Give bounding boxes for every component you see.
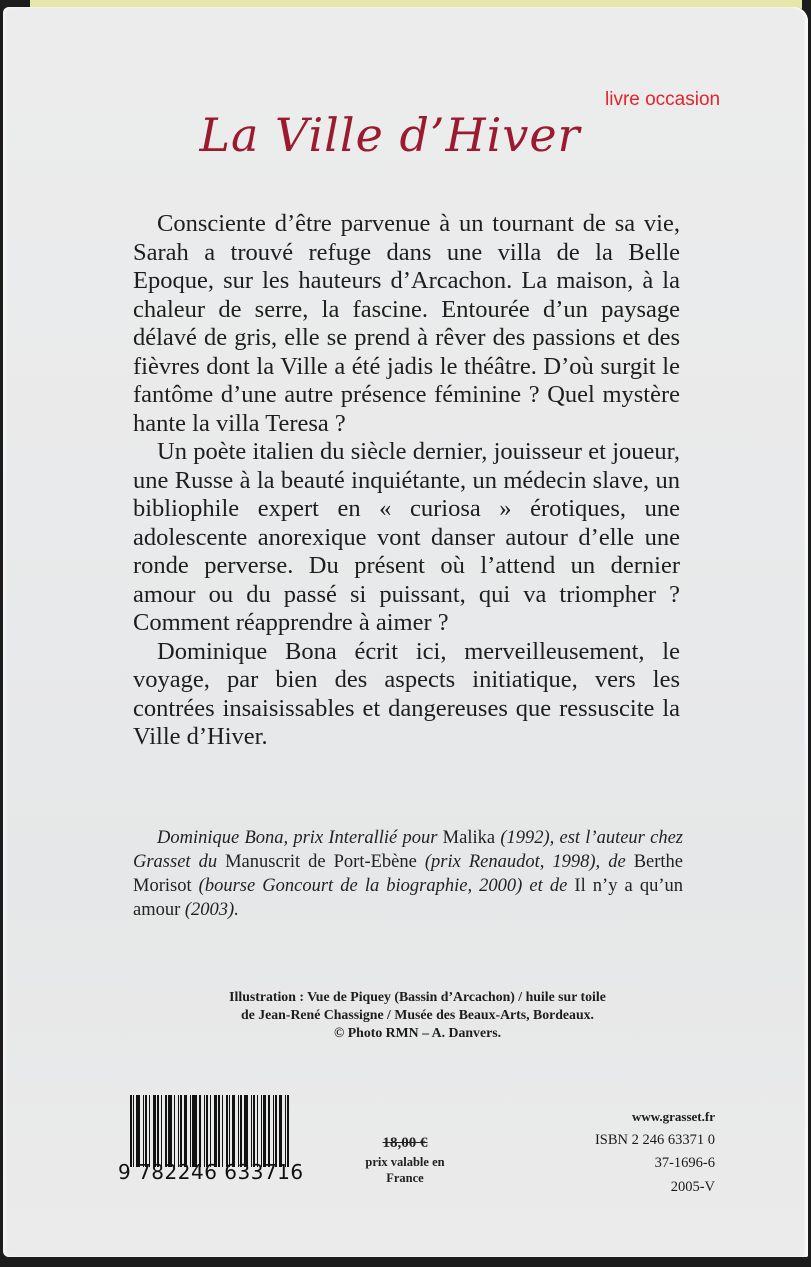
- isbn: ISBN 2 246 63371 0: [594, 1131, 715, 1148]
- edition-code: 2005-V: [670, 1178, 715, 1195]
- used-book-stamp: livre occasion: [605, 89, 721, 110]
- publisher-info: [520, 1105, 715, 1199]
- barcode-bar: [232, 1095, 235, 1167]
- barcode-bar: [287, 1095, 289, 1167]
- barcode-bar: [268, 1095, 270, 1167]
- blurb-paragraph: Consciente d’être parvenue à un tournant de sa vie, Sarah a trouvé refuge dans une villa de la Belle Epoque, sur les hauteurs d’Arcachon. La maison, à la chaleur de serre, la fascine. Entourée d’un paysage délavé de gris, elle se prend à rêver des passions et des fièvres dont la Ville a été jadis le théâtre. D’où surgit le fantôme d’une autre présence féminine ? Quel mystère hante la villa Teresa ?: [133, 210, 680, 437]
- barcode-bar: [285, 1095, 286, 1167]
- bio-text: (bourse Goncourt de la biographie, 2000) et de: [191, 876, 575, 896]
- bio-text: (2003).: [180, 900, 239, 920]
- barcode-bar: [192, 1095, 197, 1167]
- barcode-bar: [218, 1095, 220, 1167]
- price-note: prix valable en: [365, 1155, 445, 1169]
- barcode-bar: [133, 1095, 134, 1167]
- barcode-bar: [273, 1095, 274, 1167]
- barcode-bar: [204, 1095, 205, 1167]
- publisher-url: www.grasset.fr: [631, 1109, 715, 1124]
- bio-text: , prix Interallié pour: [283, 828, 443, 848]
- barcode-bar: [244, 1095, 248, 1167]
- bio-book-title: Malika: [442, 828, 496, 848]
- barcode-bar: [168, 1095, 172, 1167]
- blurb-paragraph: Un poète italien du siècle dernier, jouisseur et joueur, une Russe à la beauté inquiétante, un médecin slave, un bibliophile expert en « curiosa » érotiques, une adolescente anorexique vont danser autour d’elle une ronde perverse. Du présent où l’attend un dernier amour ou du passé si puissant, qui va triompher ? Comment réapprendre à aimer ?: [133, 438, 680, 636]
- barcode-bar: [263, 1095, 266, 1167]
- barcode-bar: [143, 1095, 144, 1167]
- barcode-bar: [275, 1095, 277, 1167]
- barcode-bar: [157, 1095, 159, 1167]
- barcode-bar: [222, 1095, 223, 1167]
- catalog-code: 37-1696-6: [654, 1155, 715, 1171]
- barcode-bar: [253, 1095, 255, 1167]
- barcode-bar: [190, 1095, 191, 1167]
- blurb-paragraph: Dominique Bona écrit ici, merveilleusement, le voyage, par bien des aspects initiatique, vers les contrées insaisissables et dangereuses que ressuscite la Ville d’Hiver.: [133, 637, 680, 750]
- illustration-credits: [195, 988, 640, 1042]
- bio-text: (prix Renaudot, 1998), de: [416, 852, 634, 872]
- barcode-bar: [251, 1095, 252, 1167]
- isbn-barcode: [130, 1095, 330, 1167]
- credit-line: de Jean-René Chassigne / Musée des Beaux-Arts, Bordeaux.: [241, 1007, 594, 1022]
- barcode-bar: [206, 1095, 208, 1167]
- barcode-bar: [240, 1095, 242, 1167]
- barcode-bar: [257, 1095, 258, 1167]
- credit-line: Illustration : Vue de Piquey (Bassin d’Arcachon) / huile sur toile: [229, 989, 606, 1004]
- barcode-bar: [145, 1095, 147, 1167]
- barcode-bar: [238, 1095, 239, 1167]
- price: 18,00 €: [382, 1135, 428, 1151]
- barcode-bar: [199, 1095, 201, 1167]
- barcode-digits: 9 782246 633716: [118, 1160, 304, 1184]
- blurb-text: [133, 210, 680, 752]
- barcode-bar: [149, 1095, 150, 1167]
- barcode-bar: [261, 1095, 262, 1167]
- bio-book-title: Manuscrit de Port-Ebène: [225, 852, 417, 872]
- barcode-bar: [161, 1095, 162, 1167]
- barcode-bar: [210, 1095, 211, 1167]
- price-box: [345, 1135, 465, 1186]
- barcode-bar: [214, 1095, 217, 1167]
- barcode-bar: [229, 1095, 230, 1167]
- barcode-bar: [178, 1095, 179, 1167]
- bio-author: Dominique Bona: [157, 828, 284, 848]
- bio-book-title: Il n’y a qu’un amour: [133, 876, 683, 920]
- barcode-bar: [279, 1095, 282, 1167]
- barcode-bar: [165, 1095, 167, 1167]
- credit-line: © Photo RMN – A. Danvers.: [333, 1025, 502, 1040]
- bio-book-title: Berthe Morisot: [133, 852, 683, 896]
- barcode-bar: [174, 1095, 175, 1167]
- barcode-bar: [153, 1095, 156, 1167]
- author-bio: [133, 826, 683, 922]
- book-title: La Ville d’Hiver: [199, 108, 581, 162]
- bio-text: (1992), est l’auteur chez Grasset du: [133, 828, 683, 872]
- barcode-bar: [184, 1095, 187, 1167]
- barcode-bar: [136, 1095, 140, 1167]
- price-note: France: [386, 1171, 424, 1185]
- barcode-bar: [226, 1095, 228, 1167]
- barcode-bar: [130, 1095, 132, 1167]
- barcode-bar: [180, 1095, 182, 1167]
